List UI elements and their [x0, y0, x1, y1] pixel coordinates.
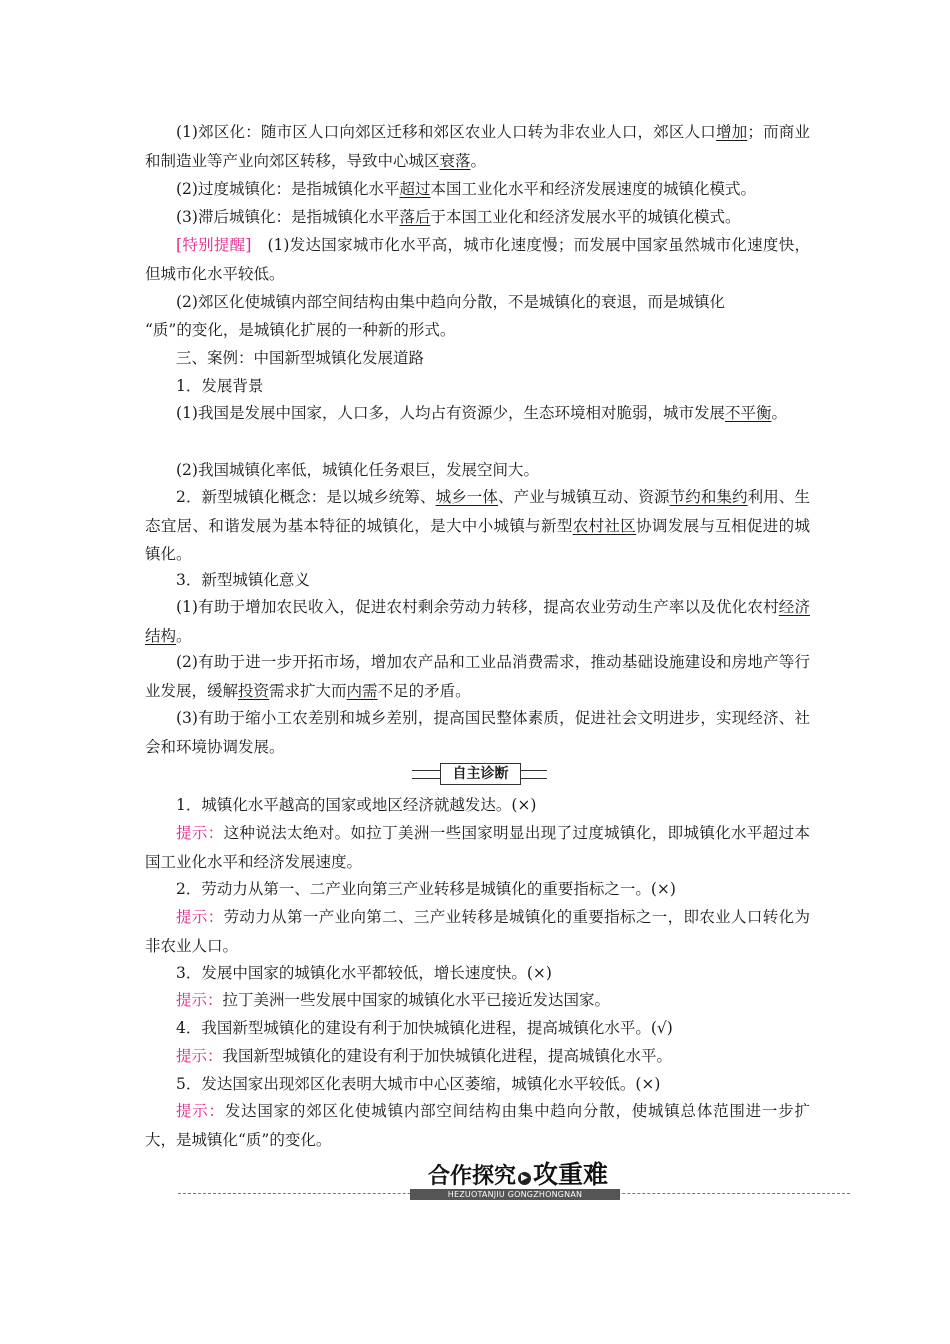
question-2: 2．劳动力从第一、二产业向第三产业转移是城镇化的重要指标之一。(×) [176, 880, 676, 898]
underlined-term: 农村社区 [572, 516, 637, 535]
text-span: (1)发达国家城市化水平高，城市化速度慢；而发展中国家虽然城市化速度快，但城市化水平较低。 [145, 236, 810, 283]
subheading-background: 1．发展背景 [176, 377, 264, 395]
text-span: (3)滞后城镇化：是指城镇化水平 [176, 208, 400, 226]
paragraph-suburbanization-note [145, 288, 810, 317]
text-span: 不足的矛盾。 [377, 681, 471, 700]
hint-2 [145, 903, 810, 960]
question-1: 1．城镇化水平越高的国家或地区经济就越发达。(×) [176, 796, 537, 814]
text-span: ；而商业和制造业等产业向郊区转移，导致中心城区 [145, 123, 810, 170]
hint-label: 提示： [176, 824, 224, 842]
section-subtitle: HEZUOTANJIU GONGZHONGNAN [410, 1189, 620, 1200]
section-title-part-b: 攻重难 [533, 1160, 609, 1189]
underlined-term: 超过 [399, 180, 431, 198]
paragraph-suburbanization [145, 118, 810, 175]
text-span: 。 [176, 626, 192, 645]
section-title-part-a: 合作探究 [427, 1164, 516, 1189]
underlined-term: 投资 [238, 681, 270, 700]
hint-5 [145, 1097, 810, 1154]
paragraph-significance-2 [145, 648, 810, 705]
text-span: (2)郊区化使城镇内部空间结构由集中趋向分散，不是城镇化的衰退，而是城镇化 [176, 293, 725, 311]
paragraph-over-urbanization [145, 175, 810, 204]
text-span: (1)有助于增加农民收入，促进农村剩余劳动力转移，提高农业劳动生产率以及优化农村 [176, 598, 779, 616]
text-span: (2)有助于进一步开拓市场，增加农产品和工业品消费需求，推动基础设施建设和房地产等行业发展，缓解 [145, 653, 810, 700]
underlined-term: 节约和集约 [669, 488, 748, 506]
arrow-bullet-icon: ▶ [518, 1172, 531, 1185]
hint-label: 提示： [176, 1047, 223, 1065]
hint-text: 拉丁美洲一些发展中国家的城镇化水平已接近发达国家。 [222, 991, 611, 1009]
banner-label: 自主诊断 [440, 763, 521, 785]
paragraph-new-urbanization-concept [145, 483, 810, 569]
paragraph-background-2: (2)我国城镇化率低，城镇化任务艰巨，发展空间大。 [176, 461, 539, 479]
text-span: 协调发展与互相促进的城镇化。 [145, 516, 810, 563]
subheading-significance: 3．新型城镇化意义 [176, 571, 310, 589]
hint-text: 这种说法太绝对。如拉丁美洲一些国家明显出现了过度城镇化，即城镇化水平超过本国工业化水平和经济发展速度。 [145, 824, 810, 871]
underlined-term: 不平衡 [724, 404, 772, 422]
text-span: 本国工业化水平和经济发展速度的城镇化模式。 [430, 180, 756, 198]
text-span: 需求扩大而 [269, 681, 347, 700]
hint-3 [145, 986, 810, 1015]
text-span: 。 [771, 404, 787, 422]
text-span: (2)过度城镇化：是指城镇化水平 [176, 180, 400, 198]
hint-label: 提示： [176, 1102, 225, 1120]
paragraph-background-1 [145, 399, 810, 428]
underlined-term: 经济结构 [145, 598, 810, 645]
text-span: (1)郊区化：随市区人口向郊区迁移和郊区农业人口转为非农业人口，郊区人口 [176, 123, 716, 141]
text-span: 2．新型城镇化概念：是以城乡统筹、 [176, 488, 436, 506]
self-diagnosis-banner [412, 763, 547, 785]
underlined-term: 增加 [716, 123, 748, 141]
paragraph-lagging-urbanization [145, 203, 810, 232]
underlined-term: 内需 [346, 681, 378, 700]
hint-text: 发达国家的郊区化使城镇内部空间结构由集中趋向分散，使城镇总体范围进一步扩大，是城镇化“质”的变化。 [145, 1102, 810, 1149]
paragraph-significance-3: (3)有助于缩小工农差别和城乡差别，提高国民整体素质，促进社会文明进步，实现经济、社会和环境协调发展。 [145, 709, 810, 756]
section-header-cooperative-inquiry [178, 1160, 850, 1202]
underlined-term: 城乡一体 [435, 488, 499, 506]
hint-4 [145, 1042, 810, 1071]
text-span: 。 [470, 151, 487, 170]
question-5: 5．发达国家出现郊区化表明大城市中心区萎缩，城镇化水平较低。(×) [176, 1075, 661, 1093]
text-span: (1)我国是发展中国家，人口多，人均占有资源少，生态环境相对脆弱，城市发展 [176, 404, 725, 422]
underlined-term: 落后 [399, 208, 431, 226]
underlined-term: 衰落 [439, 151, 471, 170]
paragraph-suburbanization-note-line2 [145, 316, 810, 345]
paragraph-significance-1 [145, 593, 810, 650]
section-heading-case: 三、案例：中国新型城镇化发展道路 [176, 349, 425, 367]
special-reminder-tag: [特别提醒] [176, 236, 252, 254]
paragraph-special-reminder [145, 231, 810, 288]
hint-1 [145, 819, 810, 876]
text-span: 利用、生态宜居、和谐发展为基本特征的城镇化，是大中小城镇与新型 [145, 488, 810, 535]
hint-text: 劳动力从第一产业向第二、三产业转移是城镇化的重要指标之一，即农业人口转化为非农业人口。 [145, 908, 810, 955]
hint-text: 我国新型城镇化的建设有利于加快城镇化进程，提高城镇化水平。 [222, 1047, 673, 1065]
text-span: 于本国工业化和经济发展水平的城镇化模式。 [430, 208, 741, 226]
text-span: 、产业与城镇互动、资源 [498, 488, 670, 506]
section-title [414, 1160, 622, 1190]
question-4: 4．我国新型城镇化的建设有利于加快城镇化进程，提高城镇化水平。(√) [176, 1019, 673, 1037]
question-3: 3．发展中国家的城镇化水平都较低，增长速度快。(×) [176, 964, 552, 982]
hint-label: 提示： [176, 991, 223, 1009]
text-span: “质”的变化，是城镇化扩展的一种新的形式。 [145, 321, 456, 339]
hint-label: 提示： [176, 908, 224, 926]
